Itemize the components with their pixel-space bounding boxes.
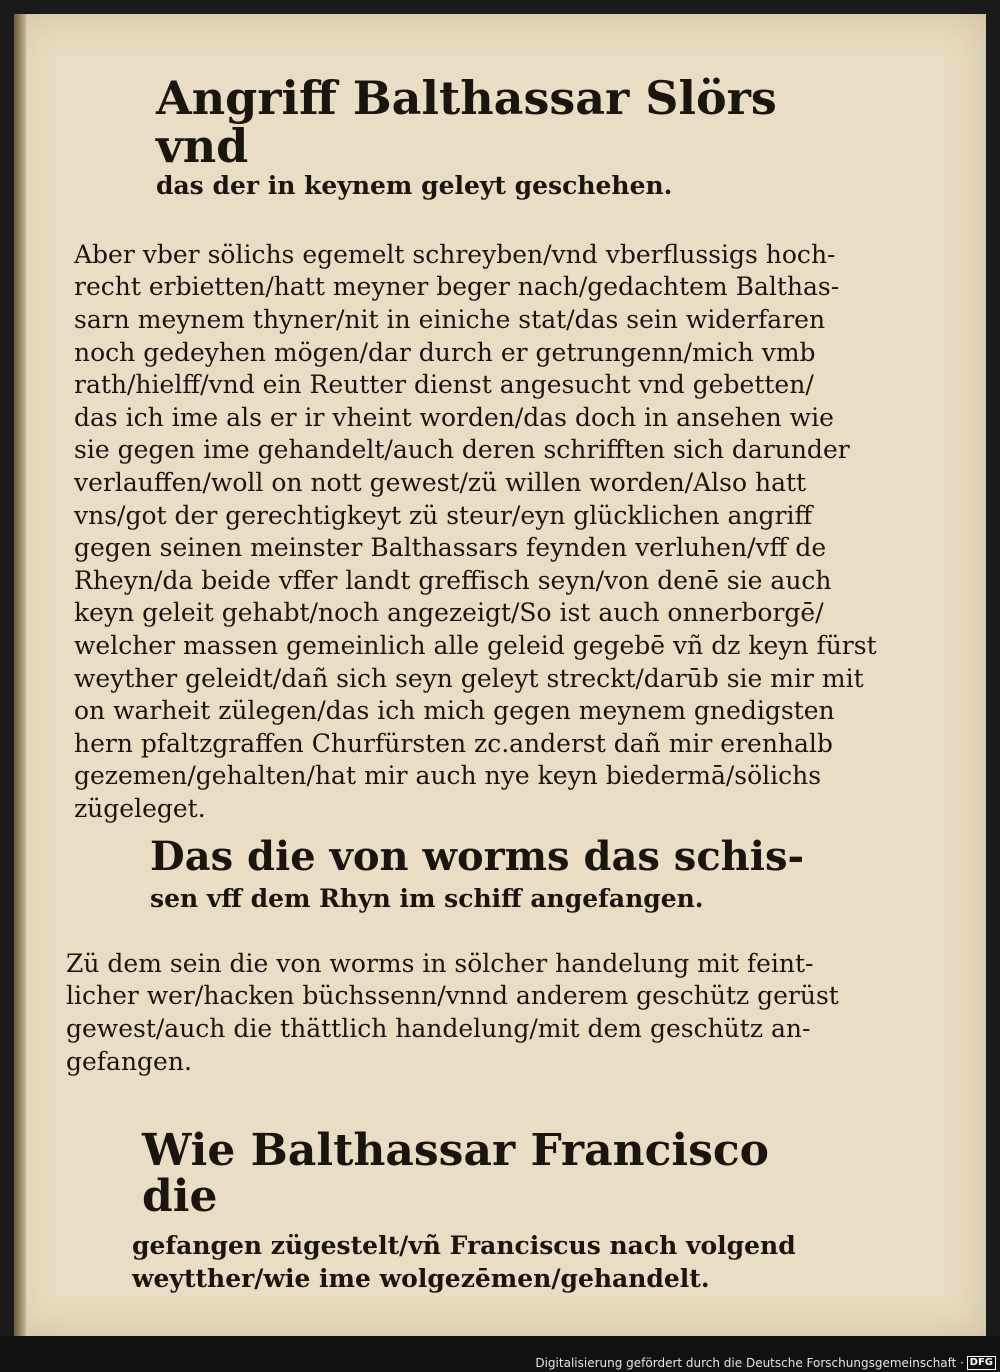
text-line: zügeleget. — [74, 793, 206, 823]
section-heading-3: Wie Balthassar Francisco die — [142, 1125, 770, 1223]
text-line: verlauffen/woll on nott gewest/zü willen worden/Also hatt — [74, 468, 807, 497]
paragraph-1 — [74, 239, 877, 826]
text-line: gezemen/gehalten/hat mir auch nye keyn biedermā/sölichs — [74, 761, 822, 791]
text-line: gefangen zügestelt/vñ Franciscus nach volgend — [132, 1230, 796, 1260]
text-line: noch gedeyhen mögen/dar durch er getrungenn/mich vmb — [74, 337, 816, 367]
section-heading-2: Das die von worms das schis- — [150, 832, 805, 880]
text-line: gegen seinen meinster Balthassars feynden verluhen/vff de — [74, 533, 827, 563]
text-line: Rheyn/da beide vffer landt greffisch seyn/von denē sie auch — [74, 565, 832, 595]
section-subheading-1: das der in keynem geleyt geschehen. — [156, 170, 673, 200]
text-line: sie gegen ime gehandelt/auch deren schrifften sich darunder — [74, 435, 850, 465]
section-heading-1: Angriff Balthassar Slörs vnd — [156, 71, 777, 174]
section-subheading-3 — [132, 1229, 856, 1295]
section-subheading-2: sen vff dem Rhyn im schiff angefangen. — [150, 883, 704, 913]
footer-bar — [0, 1336, 1000, 1372]
text-line: on warheit zülegen/das ich mich gegen meynem gnedigsten — [74, 696, 835, 726]
text-line: welcher massen gemeinlich alle geleid gegebē vñ dz keyn fürst — [74, 630, 877, 660]
text-line: sarn meynem thyner/nit in einiche stat/das sein widerfaren — [74, 305, 826, 335]
text-line: recht erbietten/hatt meyner beger nach/gedachtem Balthas- — [74, 272, 840, 302]
text-line: licher wer/hacken büchssenn/vnnd anderem geschütz gerüst — [66, 981, 839, 1011]
page-content — [66, 71, 877, 1295]
text-line: hern pfaltzgraffen Churfürsten zc.anderst dañ mir erenhalb — [74, 728, 833, 758]
funding-credit: Digitalisierung gefördert durch die Deutsche Forschungsgemeinschaft · — [535, 1356, 964, 1370]
text-line: gewest/auch die thättlich handelung/mit dem geschütz an- — [66, 1013, 811, 1043]
text-line: das ich ime als er ir vheint worden/das doch in ansehen wie — [74, 402, 834, 432]
text-line: keyn geleit gehabt/noch angezeigt/So ist auch onnerborgē/ — [74, 598, 824, 628]
text-line: weyther geleidt/dañ sich seyn geleyt streckt/darūb sie mir mit — [74, 663, 864, 693]
document-page — [14, 14, 986, 1336]
text-line: Zü dem sein die von worms in sölcher handelung mit feint- — [66, 948, 814, 978]
page-binding-edge — [14, 14, 26, 1336]
paragraph-2 — [66, 948, 856, 1078]
text-line: rath/hielff/vnd ein Reutter dienst angesucht vnd gebetten/ — [74, 370, 814, 400]
dfg-logo: DFG — [967, 1356, 996, 1370]
text-line: weytther/wie ime wolgezēmen/gehandelt. — [132, 1263, 710, 1293]
text-line: Aber vber sölichs egemelt schreyben/vnd vberflussigs hoch- — [74, 239, 836, 269]
text-line: vns/got der gerechtigkeyt zü steur/eyn glücklichen angriff — [74, 500, 813, 530]
text-line: gefangen. — [66, 1046, 192, 1076]
